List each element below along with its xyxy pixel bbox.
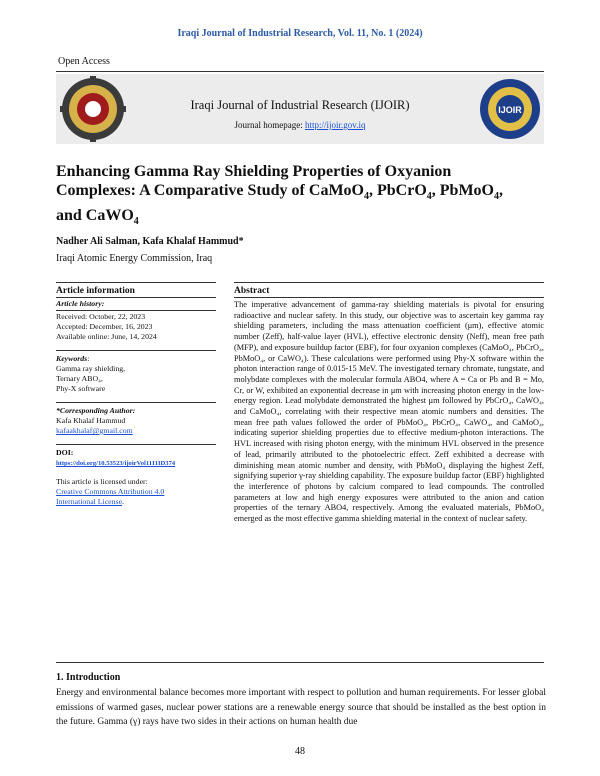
keyword-3: Phy-X software	[56, 384, 106, 393]
homepage-label: Journal homepage:	[234, 120, 306, 130]
available-date: Available online: June, 14, 2024	[56, 332, 157, 341]
introduction-header: 1. Introduction	[56, 672, 121, 683]
keywords-rule	[56, 350, 216, 351]
abstract-subrule	[234, 297, 544, 298]
page-number: 48	[295, 746, 305, 757]
article-history-label: Article history:	[56, 299, 105, 308]
keyword-2: Ternary ABO₄,	[56, 374, 103, 383]
corresponding-author-label: *Corresponding Author:	[56, 406, 136, 415]
homepage-link[interactable]: http://ijoir.gov.iq	[305, 120, 366, 130]
corresponding-author-name: Kafa Khalaf Hammud	[56, 416, 126, 425]
corresponding-rule	[56, 402, 216, 403]
keywords-heading: Keywords:	[56, 354, 90, 363]
doi-rule	[56, 444, 216, 445]
article-info-rule	[56, 282, 216, 283]
article-info-panel: Article information Article history: Received: October, 22, 2023 Accepted: December, 16, 2023 Available online: June, 14, 2024 Keywords: Gamma ray shielding, Ternary ABO₄, Phy-X software *Corresponding Author: Kafa Khalaf Hammud kafaakhalaf@gmail.com DOI: https://doi.org/10.53523/ijoirVol11I1ID374 This article is licensed under: Creative Commons Attribution 4.0 International License.	[56, 286, 216, 507]
accepted-date: Accepted: December, 16, 2023	[56, 322, 153, 331]
header-divider	[56, 71, 544, 72]
abstract-rule	[234, 282, 544, 283]
ijoir-logo-text: IJOIR	[498, 105, 522, 115]
license-text: This article is licensed under:	[56, 477, 148, 486]
article-info-subrule	[56, 297, 216, 298]
banner-homepage	[0, 120, 600, 130]
author-list: Nadher Ali Salman, Kafa Khalaf Hammud*	[56, 236, 244, 247]
banner-journal-name: Iraqi Journal of Industrial Research (IJOIR)	[190, 98, 410, 112]
doi-label: DOI:	[56, 448, 74, 457]
license-link[interactable]: Creative Commons Attribution 4.0	[56, 487, 165, 496]
open-access-label: Open Access	[58, 56, 110, 67]
abstract-header: Abstract	[234, 286, 270, 296]
article-info-header: Article information	[56, 286, 135, 296]
introduction-text: Energy and environmental balance becomes more important with respect to pollution and human requirements. For lesser global emissions of warmed gases, nuclear power stations are a renewable energy source that should be installed as the best option in the future. Gamma (γ) rays have two sides in their actions on human health due	[56, 688, 546, 727]
abstract-bottom-rule	[56, 662, 544, 663]
license-link-cont[interactable]: International License	[56, 497, 123, 506]
received-date: Received: October, 22, 2023	[56, 312, 146, 321]
journal-running-head: Iraqi Journal of Industrial Research, Vol. 11, No. 1 (2024)	[177, 28, 423, 39]
doi-link[interactable]: https://doi.org/10.53523/ijoirVol11I1ID374	[56, 460, 176, 467]
corresponding-author-email[interactable]: kafaakhalaf@gmail.com	[56, 426, 133, 435]
history-subrule	[56, 310, 216, 311]
abstract-text: The imperative advancement of gamma-ray shielding materials is pivotal for ensuring radioactive and nuclear safety. In this study, our objective was to ascertain key gamma ray shielding parameters, including the mass attenuation coefficient (μm), effective atomic number (Zeff), half-value layer (HVL), effective electronic density (Neff), mean free path (MFP), and exposure buildup factor (EBF), for four oxyanion complexes (CaMoO₄, PbCrO₄, PbMoO₄, or CaWO₄). These calculations were performed using Phy-X software within the photon interaction range of 0.015-15 MeV. The investigated ternary chromate, tungstate, and molybdate complexes with the molecular formula ABO4, where A = Ca or Pb and B = Mo, Cr, or W, exhibited an exponential decrease in μm with increasing photon energy in the low-energy region. Lead molybdate demonstrated the highest μm followed by PbCrO₄, CaWO₄, and CaMoO₄, correlating with their respective mean atomic numbers and densities. The mean free path values followed the order of PbMoO₄, PbCrO₄, CaWO₄, and CaMoO₄, indicating superior shielding properties due to effective medium-photon interactions. The HVL increased with rising photon energy, with the minimum HVL observed in the presence of lead, primarily attributed to the photoelectric effect. Zeff exhibited a decrease with diminishing mean atomic number and density, with PbMoO₄ displaying the highest Zeff, signifying superior γ-ray shielding capability. The exposure buildup factor (EBF) highlighted the interference of photons by calcium compared to lead compounds. The controlled parameters at low and high energy exposures were attributed to the anion and cation properties of the ternary ABO4, respectively. Among the evaluated materials, PbMoO₄ emerged as the most effective gamma shielding material in the context of nuclear safety.	[234, 300, 544, 524]
article-title: Enhancing Gamma Ray Shielding Properties of Oxyanion Complexes: A Comparative Study of CaMoO$_4$, PbCrO$_4$, PbMoO$_4$, and CaWO$_4$	[56, 163, 503, 228]
keyword-1: Gamma ray shielding,	[56, 364, 126, 373]
affiliation: Iraqi Atomic Energy Commission, Iraq	[56, 253, 213, 264]
abstract-section	[234, 286, 544, 525]
